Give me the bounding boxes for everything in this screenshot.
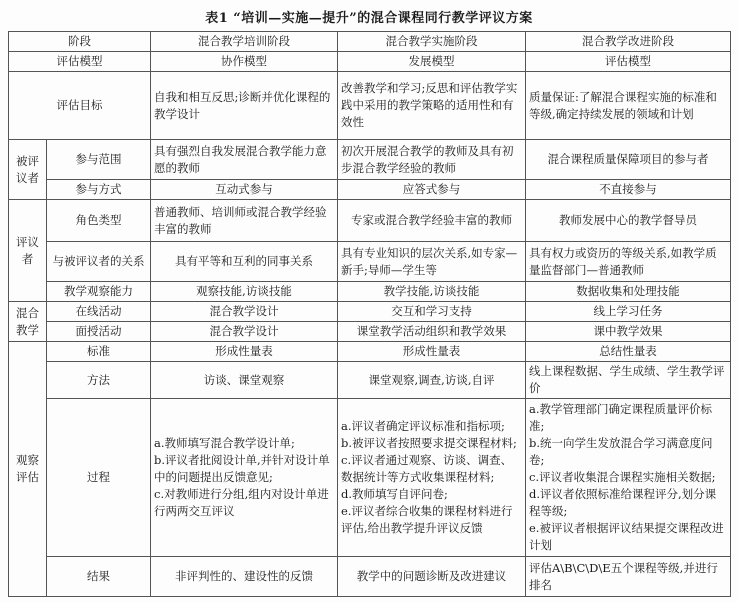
table-cell: 具有专业知识的层次关系,如专家—新手;导师—学生等 [338,242,526,282]
category-reviewer: 评议者 [9,200,47,302]
category-observe: 观察评估 [9,342,47,597]
table-cell: 教学技能,访谈技能 [338,282,526,302]
table-cell: 质量保证:了解混合课程实施的标准和等级,确定持续发展的领域和计划 [526,72,731,140]
process-step: b.被评议者按照要求提交课程材料; [341,436,517,450]
process-step: b.评议者批阅设计单,并针对设计单中的问题提出反馈意见; [154,453,330,484]
table-cell: 初次开展混合教学的教师及具有初步混合教学经验的教师 [338,140,526,180]
row-label: 在线活动 [47,302,151,322]
table-cell: 混合教学设计 [151,302,338,322]
table-cell: 自我和相互反思;诊断并优化课程的教学设计 [151,72,338,140]
header-stage: 阶段 [9,32,151,52]
row-label: 过程 [47,399,151,557]
table-cell: 评估A\B\C\D\E五个课程等级,并进行排名 [526,557,731,597]
row-label: 参与方式 [47,180,151,200]
process-step: d.评议者依照标准给课程评分,划分课程等级; [529,487,717,518]
evaluation-table [8,31,731,597]
table-cell [151,399,338,557]
process-step: b.统一向学生发放混合学习满意度问卷; [529,436,713,467]
table-cell: 混合教学设计 [151,322,338,342]
table-cell: 形成性量表 [338,342,526,362]
process-step: e.被评议者根据评议结果提交课程改进计划 [529,521,724,552]
table-cell: 协作模型 [151,52,338,72]
table-cell: 具有权力或资历的等级关系,如教学质量监督部门—普通教师 [526,242,731,282]
table-cell: 具有平等和互利的同事关系 [151,242,338,282]
header-row [9,32,731,52]
header-improvement: 混合教学改进阶段 [526,32,731,52]
table-cell: 普通教师、培训师或混合教学经验丰富的教师 [151,200,338,242]
row-label: 教学观察能力 [47,282,151,302]
table-row [9,242,731,282]
table-cell: 教师发展中心的教学督导员 [526,200,731,242]
table-cell: 教学中的问题诊断及改进建议 [338,557,526,597]
table-row [9,52,731,72]
table-cell: 应答式参与 [338,180,526,200]
table-cell [526,399,731,557]
table-cell: 数据收集和处理技能 [526,282,731,302]
process-step: c.评议者通过观察、访谈、调查、数据统计等方式收集课程材料; [341,453,513,484]
table-row [9,72,731,140]
row-label: 参与范围 [47,140,151,180]
row-label: 结果 [47,557,151,597]
table-cell: 观察技能,访谈技能 [151,282,338,302]
header-training: 混合教学培训阶段 [151,32,338,52]
table-row [9,302,731,322]
table-row [9,180,731,200]
table-cell: 互动式参与 [151,180,338,200]
table-cell: 混合课程质量保障项目的参与者 [526,140,731,180]
process-step: a.教学管理部门确定课程质量评价标准; [529,402,713,433]
table-row [9,282,731,302]
table-cell: 具有强烈自我发展混合教学能力意愿的教师 [151,140,338,180]
table-cell: 专家或混合教学经验丰富的教师 [338,200,526,242]
process-step: e.评议者综合收集的课程材料进行评估,给出教学提升评议反馈 [341,504,513,535]
table-cell: 线上学习任务 [526,302,731,322]
table-row [9,362,731,399]
table-cell: 形成性量表 [151,342,338,362]
table-row [9,140,731,180]
row-label: 评估模型 [9,52,151,72]
table-row [9,399,731,557]
table-row [9,200,731,242]
table-cell: 非评判性的、建设性的反馈 [151,557,338,597]
table-cell: 总结性量表 [526,342,731,362]
table-row [9,557,731,597]
table-cell: 不直接参与 [526,180,731,200]
process-step: c.对教师进行分组,组内对设计单进行两两交互评议 [154,487,329,518]
table-cell: 交互和学习支持 [338,302,526,322]
category-blended: 混合教学 [9,302,47,342]
header-implementation: 混合教学实施阶段 [338,32,526,52]
table-cell: 访谈、课堂观察 [151,362,338,399]
table-row [9,322,731,342]
process-step: a.教师填写混合教学设计单; [154,436,295,450]
process-step: d.教师填写自评问卷; [341,487,448,501]
table-cell: 评估模型 [526,52,731,72]
table-cell: 发展模型 [338,52,526,72]
row-label: 与被评议者的关系 [47,242,151,282]
table-cell: 改善教学和学习;反思和评估教学实践中采用的教学策略的适用性和有效性 [338,72,526,140]
table-row [9,342,731,362]
process-step: a.评议者确定评议标准和指标项; [341,419,505,433]
row-label: 评估目标 [9,72,151,140]
table-cell [338,399,526,557]
table-cell: 课堂观察,调查,访谈,自评 [338,362,526,399]
process-step: c.评议者收集混合课程实施相关数据; [529,470,716,484]
table-cell: 线上课程数据、学生成绩、学生教学评价 [526,362,731,399]
row-label: 标准 [47,342,151,362]
table-cell: 课堂教学活动组织和教学效果 [338,322,526,342]
table-title: 表1 “培训—实施—提升”的混合课程同行教学评议方案 [205,11,533,26]
row-label: 角色类型 [47,200,151,242]
category-reviewee: 被评议者 [9,140,47,200]
row-label: 面授活动 [47,322,151,342]
table-cell: 课中教学效果 [526,322,731,342]
row-label: 方法 [47,362,151,399]
